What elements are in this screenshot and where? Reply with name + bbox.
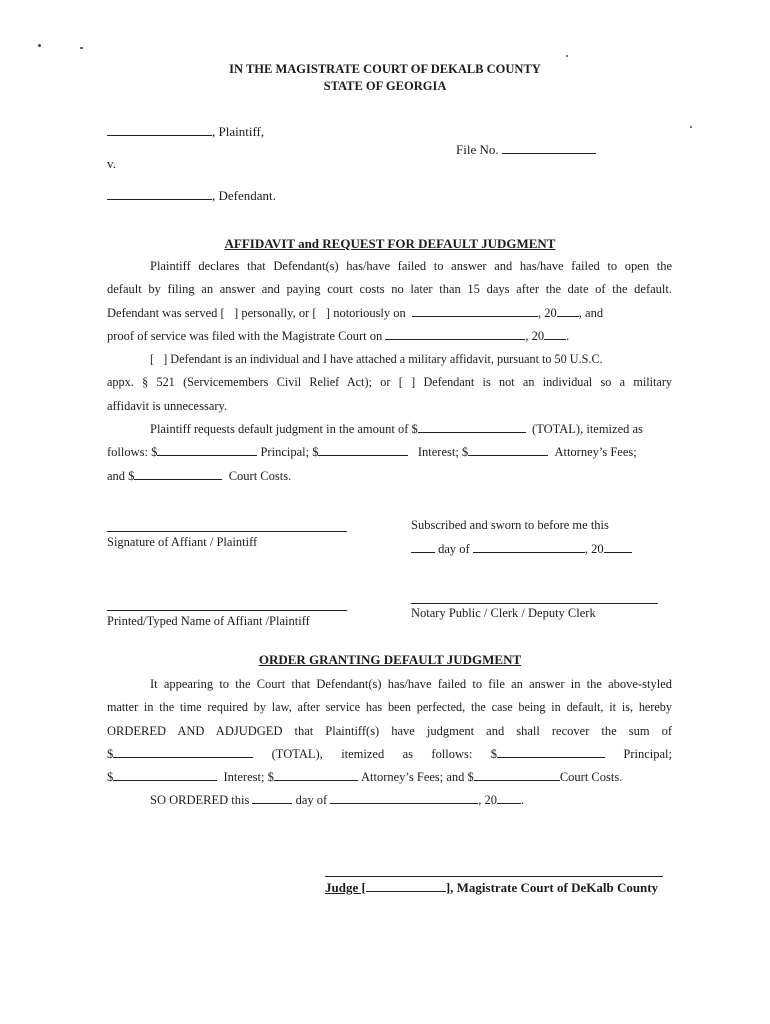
principal-blank[interactable] bbox=[157, 444, 257, 456]
total-amount-blank[interactable] bbox=[418, 421, 526, 433]
order-body bbox=[107, 673, 672, 813]
order-line: It appearing to the Court that Defendant(s) has/have failed to file an answer in the above-styled bbox=[150, 677, 672, 691]
affiant-signature-line[interactable] bbox=[107, 531, 347, 532]
printed-name-line[interactable] bbox=[107, 610, 347, 611]
order-total-blank[interactable] bbox=[113, 746, 253, 758]
affidavit-body bbox=[107, 255, 672, 488]
follows-text: follows: $ bbox=[107, 445, 158, 460]
plaintiff-label: , Plaintiff, bbox=[212, 124, 265, 139]
order-month-blank[interactable] bbox=[330, 792, 478, 804]
affidavit-title: AFFIDAVIT and REQUEST FOR DEFAULT JUDGMENT bbox=[224, 236, 556, 251]
file-no bbox=[456, 142, 596, 158]
order-itemized-line bbox=[107, 766, 672, 789]
defendant-caption bbox=[107, 188, 276, 204]
costs-text: Court Costs. bbox=[559, 770, 623, 785]
notary-label: Notary Public / Clerk / Deputy Clerk bbox=[411, 606, 596, 620]
judge-name-blank[interactable] bbox=[366, 880, 446, 892]
affidavit-line: affidavit is unnecessary. bbox=[107, 398, 228, 413]
proof-text: proof of service was filed with the Magistrate Court on bbox=[107, 328, 383, 343]
judge-court-text: ], Magistrate Court of bbox=[445, 880, 568, 895]
plaintiff-caption bbox=[107, 124, 264, 140]
amount-line bbox=[107, 418, 672, 441]
order-costs-blank[interactable] bbox=[474, 769, 560, 781]
checkbox-open: [ bbox=[150, 352, 155, 367]
dollar: $ bbox=[107, 746, 114, 761]
dollar: $ bbox=[107, 770, 114, 785]
period: . bbox=[566, 328, 570, 343]
attorney-text: Attorney’s Fees; bbox=[554, 445, 637, 460]
military-line bbox=[107, 348, 672, 371]
proof-year-blank[interactable] bbox=[544, 328, 566, 340]
costs-text: Court Costs. bbox=[228, 468, 292, 483]
service-year-blank[interactable] bbox=[557, 305, 579, 317]
order-principal-blank[interactable] bbox=[497, 746, 605, 758]
service-line bbox=[107, 302, 672, 325]
proof-date-blank[interactable] bbox=[385, 328, 525, 340]
file-no-label: File No. bbox=[456, 142, 499, 157]
order-line: matter in the time required by law, after service has been perfected, the case being in default, it is, hereby bbox=[107, 700, 672, 715]
sworn-text: Subscribed and sworn to before me this bbox=[411, 518, 609, 532]
printed-name-label: Printed/Typed Name of Affiant /Plaintiff bbox=[107, 614, 310, 628]
judge-signature-line[interactable] bbox=[325, 876, 663, 877]
as-text: as bbox=[402, 746, 414, 761]
scan-speck bbox=[566, 55, 568, 57]
order-interest-blank[interactable] bbox=[113, 769, 217, 781]
interest-text: Interest; $ bbox=[417, 445, 469, 460]
total-text: (TOTAL), bbox=[271, 746, 323, 761]
year-prefix: , 20 bbox=[584, 542, 604, 556]
personally-text: ] personally, or [ bbox=[234, 305, 317, 320]
interest-text: Interest; $ bbox=[223, 770, 274, 785]
defendant-name-blank[interactable] bbox=[107, 188, 212, 200]
attorney-fees-blank[interactable] bbox=[468, 444, 548, 456]
judge-line bbox=[325, 880, 658, 896]
year-prefix: , 20 bbox=[538, 305, 557, 320]
total-text: (TOTAL), itemized as bbox=[532, 422, 643, 437]
court-heading: IN THE MAGISTRATE COURT OF DEKALB COUNTY bbox=[229, 62, 541, 76]
dollar: $ bbox=[490, 746, 498, 761]
sworn-year-blank[interactable] bbox=[604, 541, 632, 553]
military-text: ] Defendant is an individual and I have attached a military affidavit, pursuant to 50 U.S.C. bbox=[163, 352, 603, 367]
amount-text: Plaintiff requests default judgment in the amount of $ bbox=[150, 422, 418, 437]
order-total-line bbox=[107, 743, 672, 766]
judge-label: Judge [ bbox=[325, 880, 366, 895]
itemized-line bbox=[107, 441, 672, 464]
affidavit-line: appx. § 521 (Servicemembers Civil Relief Act); or [ ] Defendant is not an individual so a military bbox=[107, 375, 672, 390]
affiant-signature-label: Signature of Affiant / Plaintiff bbox=[107, 535, 258, 549]
scan-speck bbox=[38, 44, 41, 47]
notoriously-text: ] notoriously on bbox=[325, 305, 406, 320]
affidavit-line: Plaintiff declares that Defendant(s) has/have failed to answer and has/have failed to open the bbox=[150, 259, 672, 273]
court-costs-blank[interactable] bbox=[134, 468, 222, 480]
sworn-month-blank[interactable] bbox=[473, 541, 585, 553]
affidavit-line: default by filing an answer and paying court costs no later than 15 days after the date of the default. bbox=[107, 282, 672, 297]
defendant-label: , Defendant. bbox=[212, 188, 276, 203]
principal-text: Principal; bbox=[623, 746, 672, 761]
state-heading: STATE OF GEORGIA bbox=[323, 79, 447, 93]
day-of-text: day of bbox=[295, 793, 328, 808]
file-no-blank[interactable] bbox=[502, 142, 596, 154]
order-line: ORDERED AND ADJUDGED that Plaintiff(s) have judgment and shall recover the sum of bbox=[107, 723, 672, 738]
period: . bbox=[521, 793, 525, 808]
sworn-date bbox=[411, 541, 632, 557]
order-year-blank[interactable] bbox=[497, 792, 521, 804]
and-text: , and bbox=[578, 305, 604, 320]
year-prefix: , 20 bbox=[525, 328, 545, 343]
so-ordered-line bbox=[107, 789, 672, 812]
versus: v. bbox=[107, 156, 116, 171]
served-text: Defendant was served [ bbox=[107, 305, 225, 320]
day-of-text: day of bbox=[438, 542, 470, 556]
interest-blank[interactable] bbox=[318, 444, 408, 456]
order-attorney-blank[interactable] bbox=[274, 769, 358, 781]
attorney-text: Attorney’s Fees; and $ bbox=[360, 770, 474, 785]
order-title: ORDER GRANTING DEFAULT JUDGMENT bbox=[258, 652, 522, 667]
notary-signature-line[interactable] bbox=[411, 603, 658, 604]
service-date-blank[interactable] bbox=[412, 305, 538, 317]
and-dollar: and $ bbox=[107, 468, 135, 483]
sworn-day-blank[interactable] bbox=[411, 541, 435, 553]
plaintiff-name-blank[interactable] bbox=[107, 124, 212, 136]
scan-speck bbox=[80, 47, 83, 49]
proof-line bbox=[107, 325, 672, 348]
follows-text: follows: bbox=[431, 746, 473, 761]
scan-speck bbox=[690, 126, 692, 128]
order-day-blank[interactable] bbox=[252, 792, 292, 804]
so-ordered-text: SO ORDERED this bbox=[150, 793, 250, 808]
itemized-text: itemized bbox=[341, 746, 385, 761]
costs-line bbox=[107, 465, 672, 488]
year-prefix: , 20 bbox=[478, 793, 498, 808]
principal-text: Principal; $ bbox=[260, 445, 319, 460]
judge-county-text: DeKalb County bbox=[571, 880, 659, 895]
